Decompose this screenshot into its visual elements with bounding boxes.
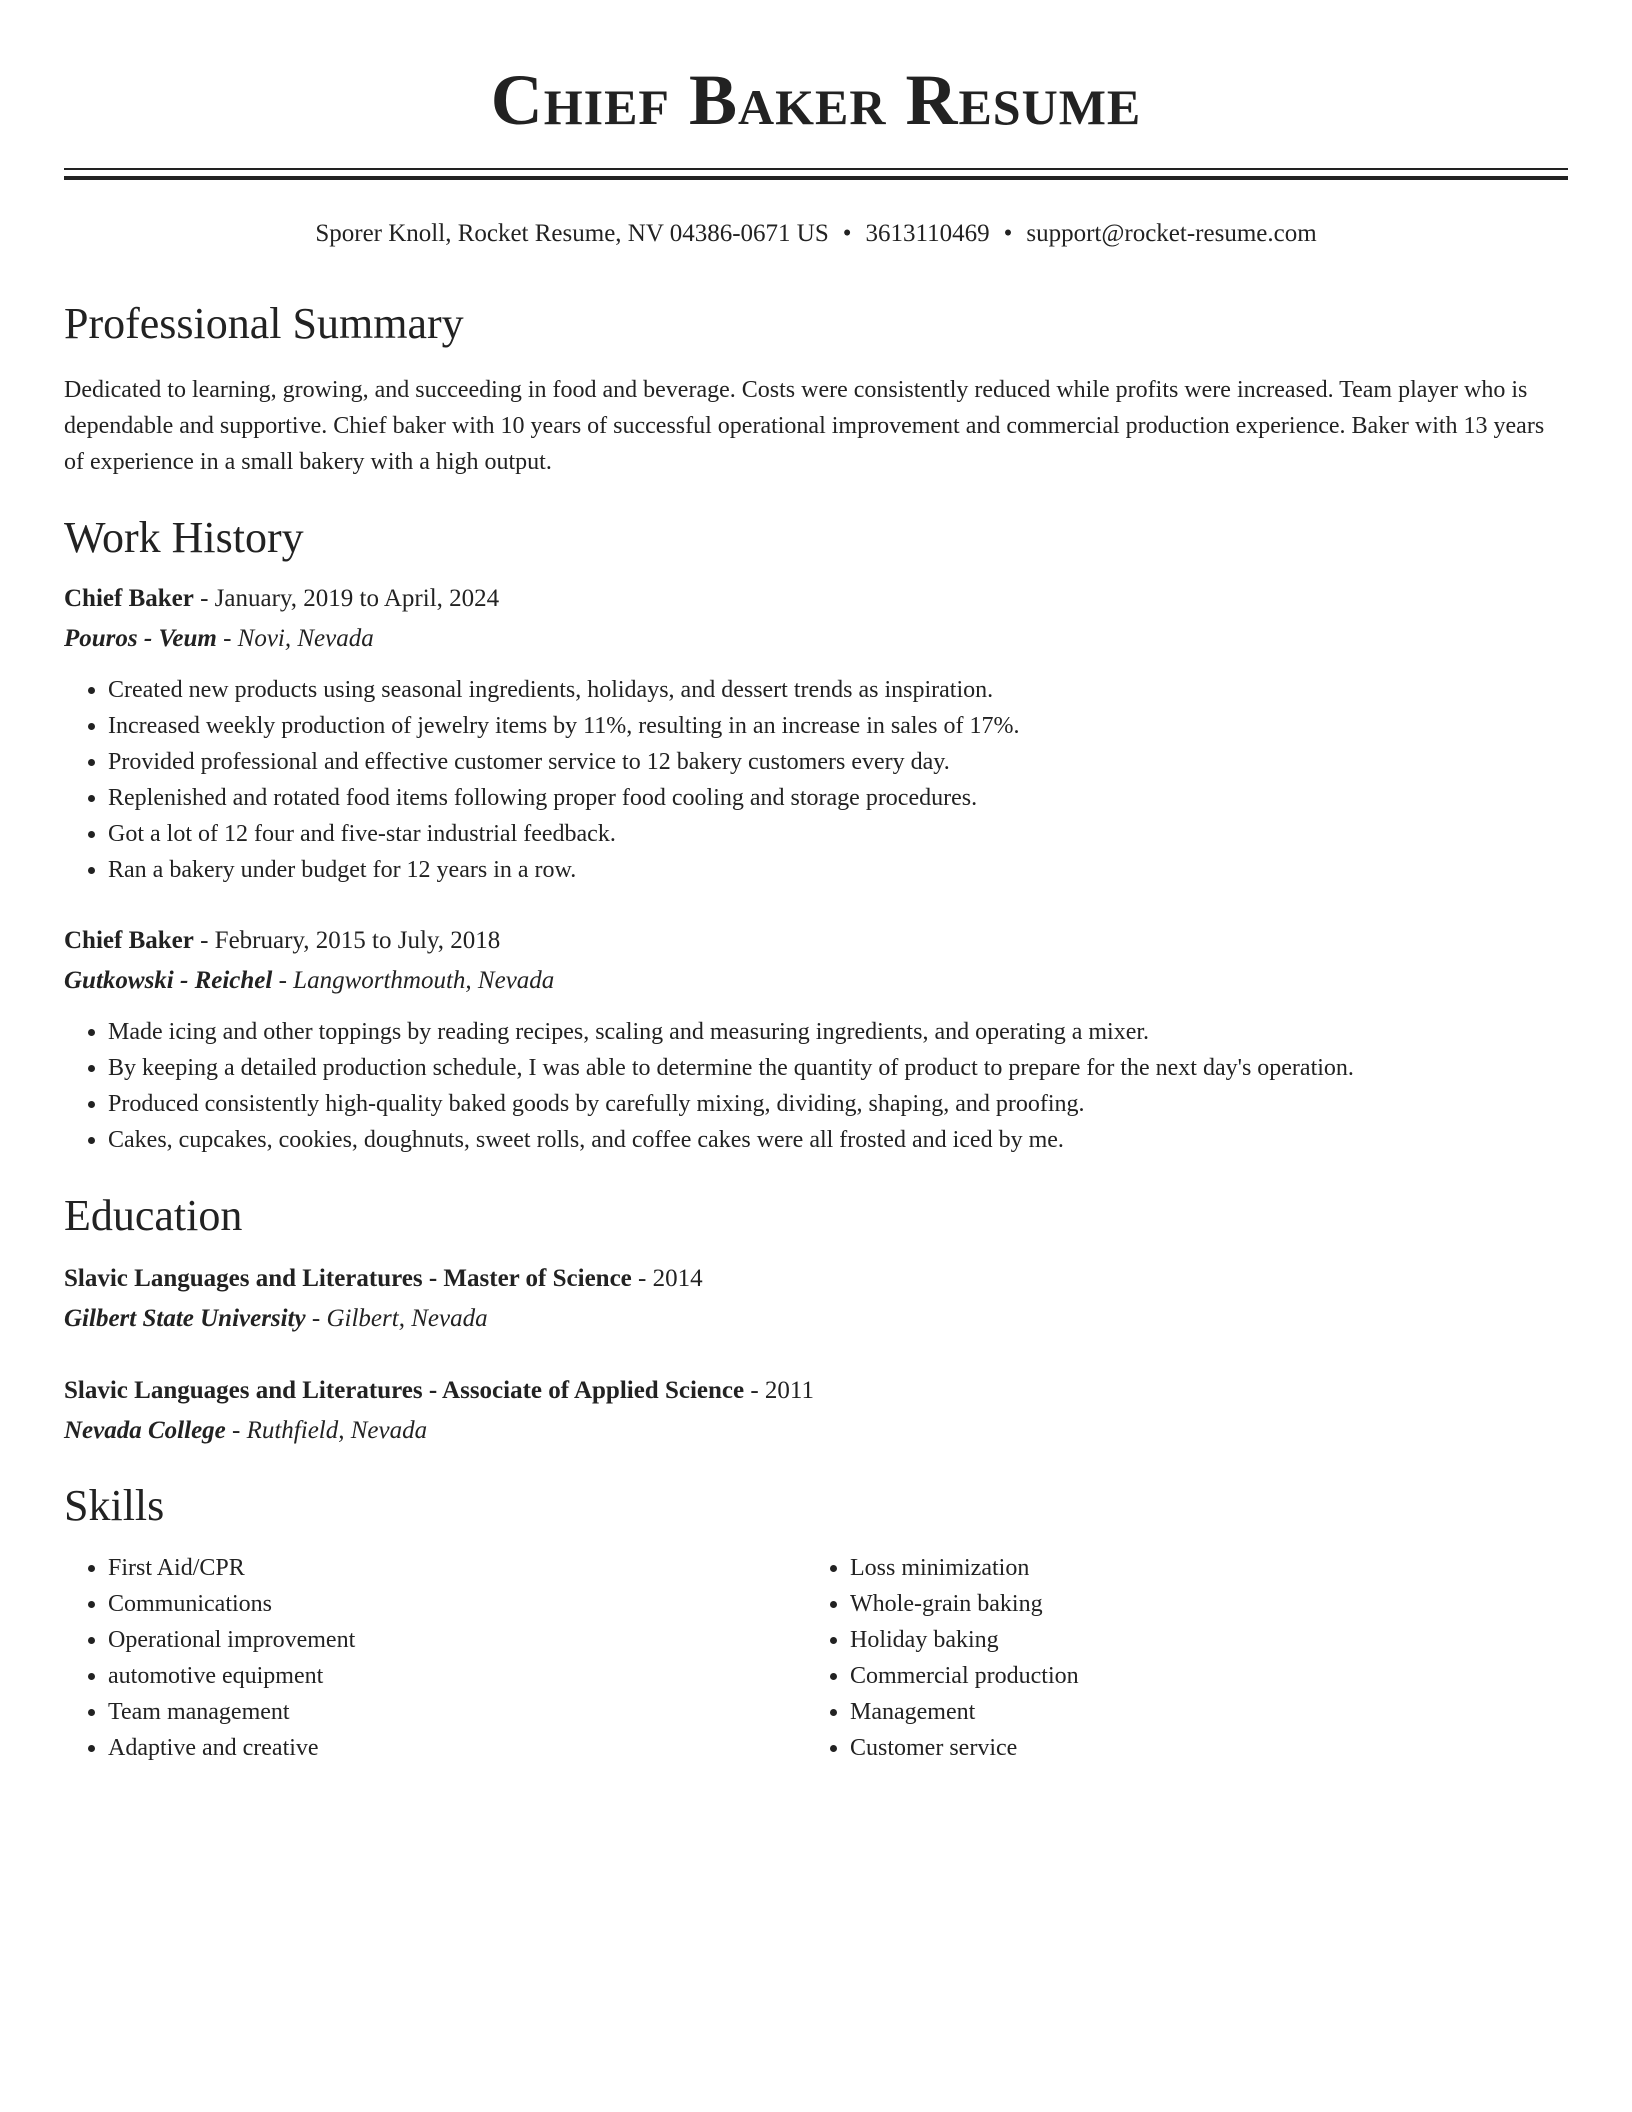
job-company: Pouros - Veum [64,625,217,652]
job-title-line [64,582,1568,616]
education-degree-line [64,1262,1568,1296]
job-bullet: • Made icing and other toppings by reading recipes, scaling and measuring ingredients, and operating a mixer. [108,1014,1568,1050]
job-dates: - February, 2015 to July, 2018 [193,927,501,954]
summary-heading: Professional Summary [64,299,464,348]
job-entry [64,582,1568,888]
job-bullet: • Ran a bakery under budget for 12 years in a row. [108,852,1568,888]
skill-item: • Commercial production [850,1658,1548,1694]
skills-list-left [64,1550,806,1766]
job-entry [64,924,1568,1158]
skills-list-right [806,1550,1548,1766]
title-divider-thick [64,176,1568,180]
skill-item: • First Aid/CPR [108,1550,806,1586]
education-location: - Ruthfield, Nevada [225,1417,428,1444]
education-entry [64,1374,1568,1448]
job-bullet: • Got a lot of 12 four and five-star industrial feedback. [108,816,1568,852]
job-title: Chief Baker [64,585,194,612]
contact-email: support@rocket-resume.com [1026,220,1317,247]
education-year: - 2011 [744,1377,815,1404]
skills-columns [64,1550,1568,1766]
skill-item: • automotive equipment [108,1658,806,1694]
education-school: Gilbert State University [64,1305,306,1332]
job-bullets [64,672,1568,888]
skill-item: • Loss minimization [850,1550,1548,1586]
job-title: Chief Baker [64,927,194,954]
education-entry [64,1262,1568,1336]
contact-line [64,218,1568,250]
work-history-heading: Work History [64,513,304,562]
job-bullet: • Created new products using seasonal ingredients, holidays, and dessert trends as inspiration. [108,672,1568,708]
job-bullet: • By keeping a detailed production schedule, I was able to determine the quantity of product to prepare for the next day's operation. [108,1050,1568,1086]
contact-separator: • [1003,220,1013,247]
job-company: Gutkowski - Reichel [64,967,273,994]
education-location: - Gilbert, Nevada [305,1305,488,1332]
job-company-line [64,622,1568,656]
job-dates: - January, 2019 to April, 2024 [193,585,500,612]
job-bullet: • Provided professional and effective customer service to 12 bakery customers every day. [108,744,1568,780]
job-location: - Novi, Nevada [216,625,374,652]
job-bullet: • Replenished and rotated food items following proper food cooling and storage procedures. [108,780,1568,816]
job-company-line [64,964,1568,998]
education-heading: Education [64,1191,243,1240]
skill-item: • Whole-grain baking [850,1586,1548,1622]
skills-heading: Skills [64,1481,165,1530]
skill-item: • Operational improvement [108,1622,806,1658]
job-bullets [64,1014,1568,1158]
skill-item: • Management [850,1694,1548,1730]
education-school: Nevada College [64,1417,226,1444]
job-title-line [64,924,1568,958]
skill-item: • Communications [108,1586,806,1622]
contact-separator: • [842,220,852,247]
job-location: - Langworthmouth, Nevada [272,967,555,994]
education-school-line [64,1302,1568,1336]
skill-item: • Customer service [850,1730,1548,1766]
title-divider-thin [64,168,1568,170]
skill-item: • Adaptive and creative [108,1730,806,1766]
resume-title: Chief Baker Resume [490,60,1142,140]
skill-item: • Team management [108,1694,806,1730]
job-bullet: • Increased weekly production of jewelry items by 11%, resulting in an increase in sales of 17%. [108,708,1568,744]
education-year: - 2014 [631,1265,703,1292]
contact-address: Sporer Knoll, Rocket Resume, NV 04386-0671 US [315,220,829,247]
job-bullet: • Produced consistently high-quality baked goods by carefully mixing, dividing, shaping, and proofing. [108,1086,1568,1122]
education-degree: Slavic Languages and Literatures - Master of Science [64,1265,632,1292]
summary-text: Dedicated to learning, growing, and succeeding in food and beverage. Costs were consistently reduced while profits were increased. Team player who is dependable and supportive. Chief baker with 10 years of successful operational improvement and commercial production experience. Baker with 13 years of experience in a small bakery with a high output. [64,377,1545,475]
contact-phone: 3613110469 [865,220,990,247]
job-bullet: • Cakes, cupcakes, cookies, doughnuts, sweet rolls, and coffee cakes were all frosted and iced by me. [108,1122,1568,1158]
education-degree: Slavic Languages and Literatures - Associate of Applied Science [64,1377,745,1404]
education-degree-line [64,1374,1568,1408]
skill-item: • Holiday baking [850,1622,1548,1658]
education-school-line [64,1414,1568,1448]
